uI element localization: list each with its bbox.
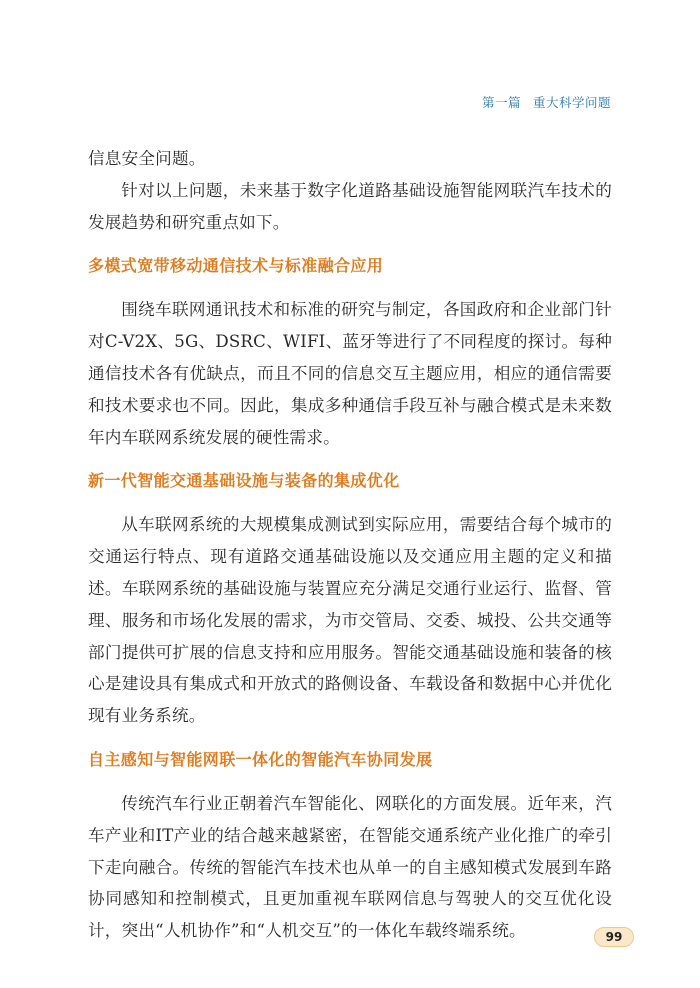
section-heading-2: 新一代智能交通基础设施与装备的集成优化 — [88, 471, 400, 491]
header-part: 第一篇 — [481, 95, 521, 110]
section-body-2: 从车联网系统的大规模集成测试到实际应用，需要结合每个城市的交通运行特点、现有道路交通基础设施以及交通应用主题的定义和描述。车联网系统的基础设施与装置应充分满足交通行业运行、监督、管理、服务和市场化发展的需求，为市交管局、交委、城投、公共交通等部门提供可扩展的信息支持和应用服务。智能交通基础设施和装备的核心是建设具有集成式和开放式的路侧设备、车载设备和数据中心并优化现有业务系统。 — [88, 515, 612, 726]
header-title: 重大科学问题 — [532, 95, 611, 110]
running-header — [482, 93, 611, 111]
section-body-1: 围绕车联网通讯技术和标准的研究与制定，各国政府和企业部门针对C-V2X、5G、DSRC、WIFI、蓝牙等进行了不同程度的探讨。每种通信技术各有优缺点，而且不同的信息交互主题应用，相应的通信需要和技术要求也不同。因此，集成多种通信手段互补与融合模式是未来数年内车联网系统发展的硬性需求。 — [88, 300, 612, 447]
intro-paragraph: 针对以上问题，未来基于数字化道路基础设施智能网联汽车技术的发展趋势和研究重点如下。 — [88, 180, 612, 232]
page-number: 99 — [594, 927, 634, 947]
section-body-3: 传统汽车行业正朝着汽车智能化、网联化的方面发展。近年来，汽车产业和IT产业的结合越来越紧密，在智能交通系统产业化推广的牵引下走向融合。传统的智能汽车技术也从单一的自主感知模式发展到车路协同感知和控制模式，且更加重视车联网信息与驾驶人的交互优化设计，突出“人机协作”和“人机交互”的一体化车载终端系统。 — [88, 793, 612, 941]
intro-line-1: 信息安全问题。 — [88, 149, 206, 168]
section-heading-1: 多模式宽带移动通信技术与标准融合应用 — [88, 256, 384, 276]
page-content — [88, 143, 612, 947]
section-heading-3: 自主感知与智能网联一体化的智能汽车协同发展 — [88, 749, 433, 769]
